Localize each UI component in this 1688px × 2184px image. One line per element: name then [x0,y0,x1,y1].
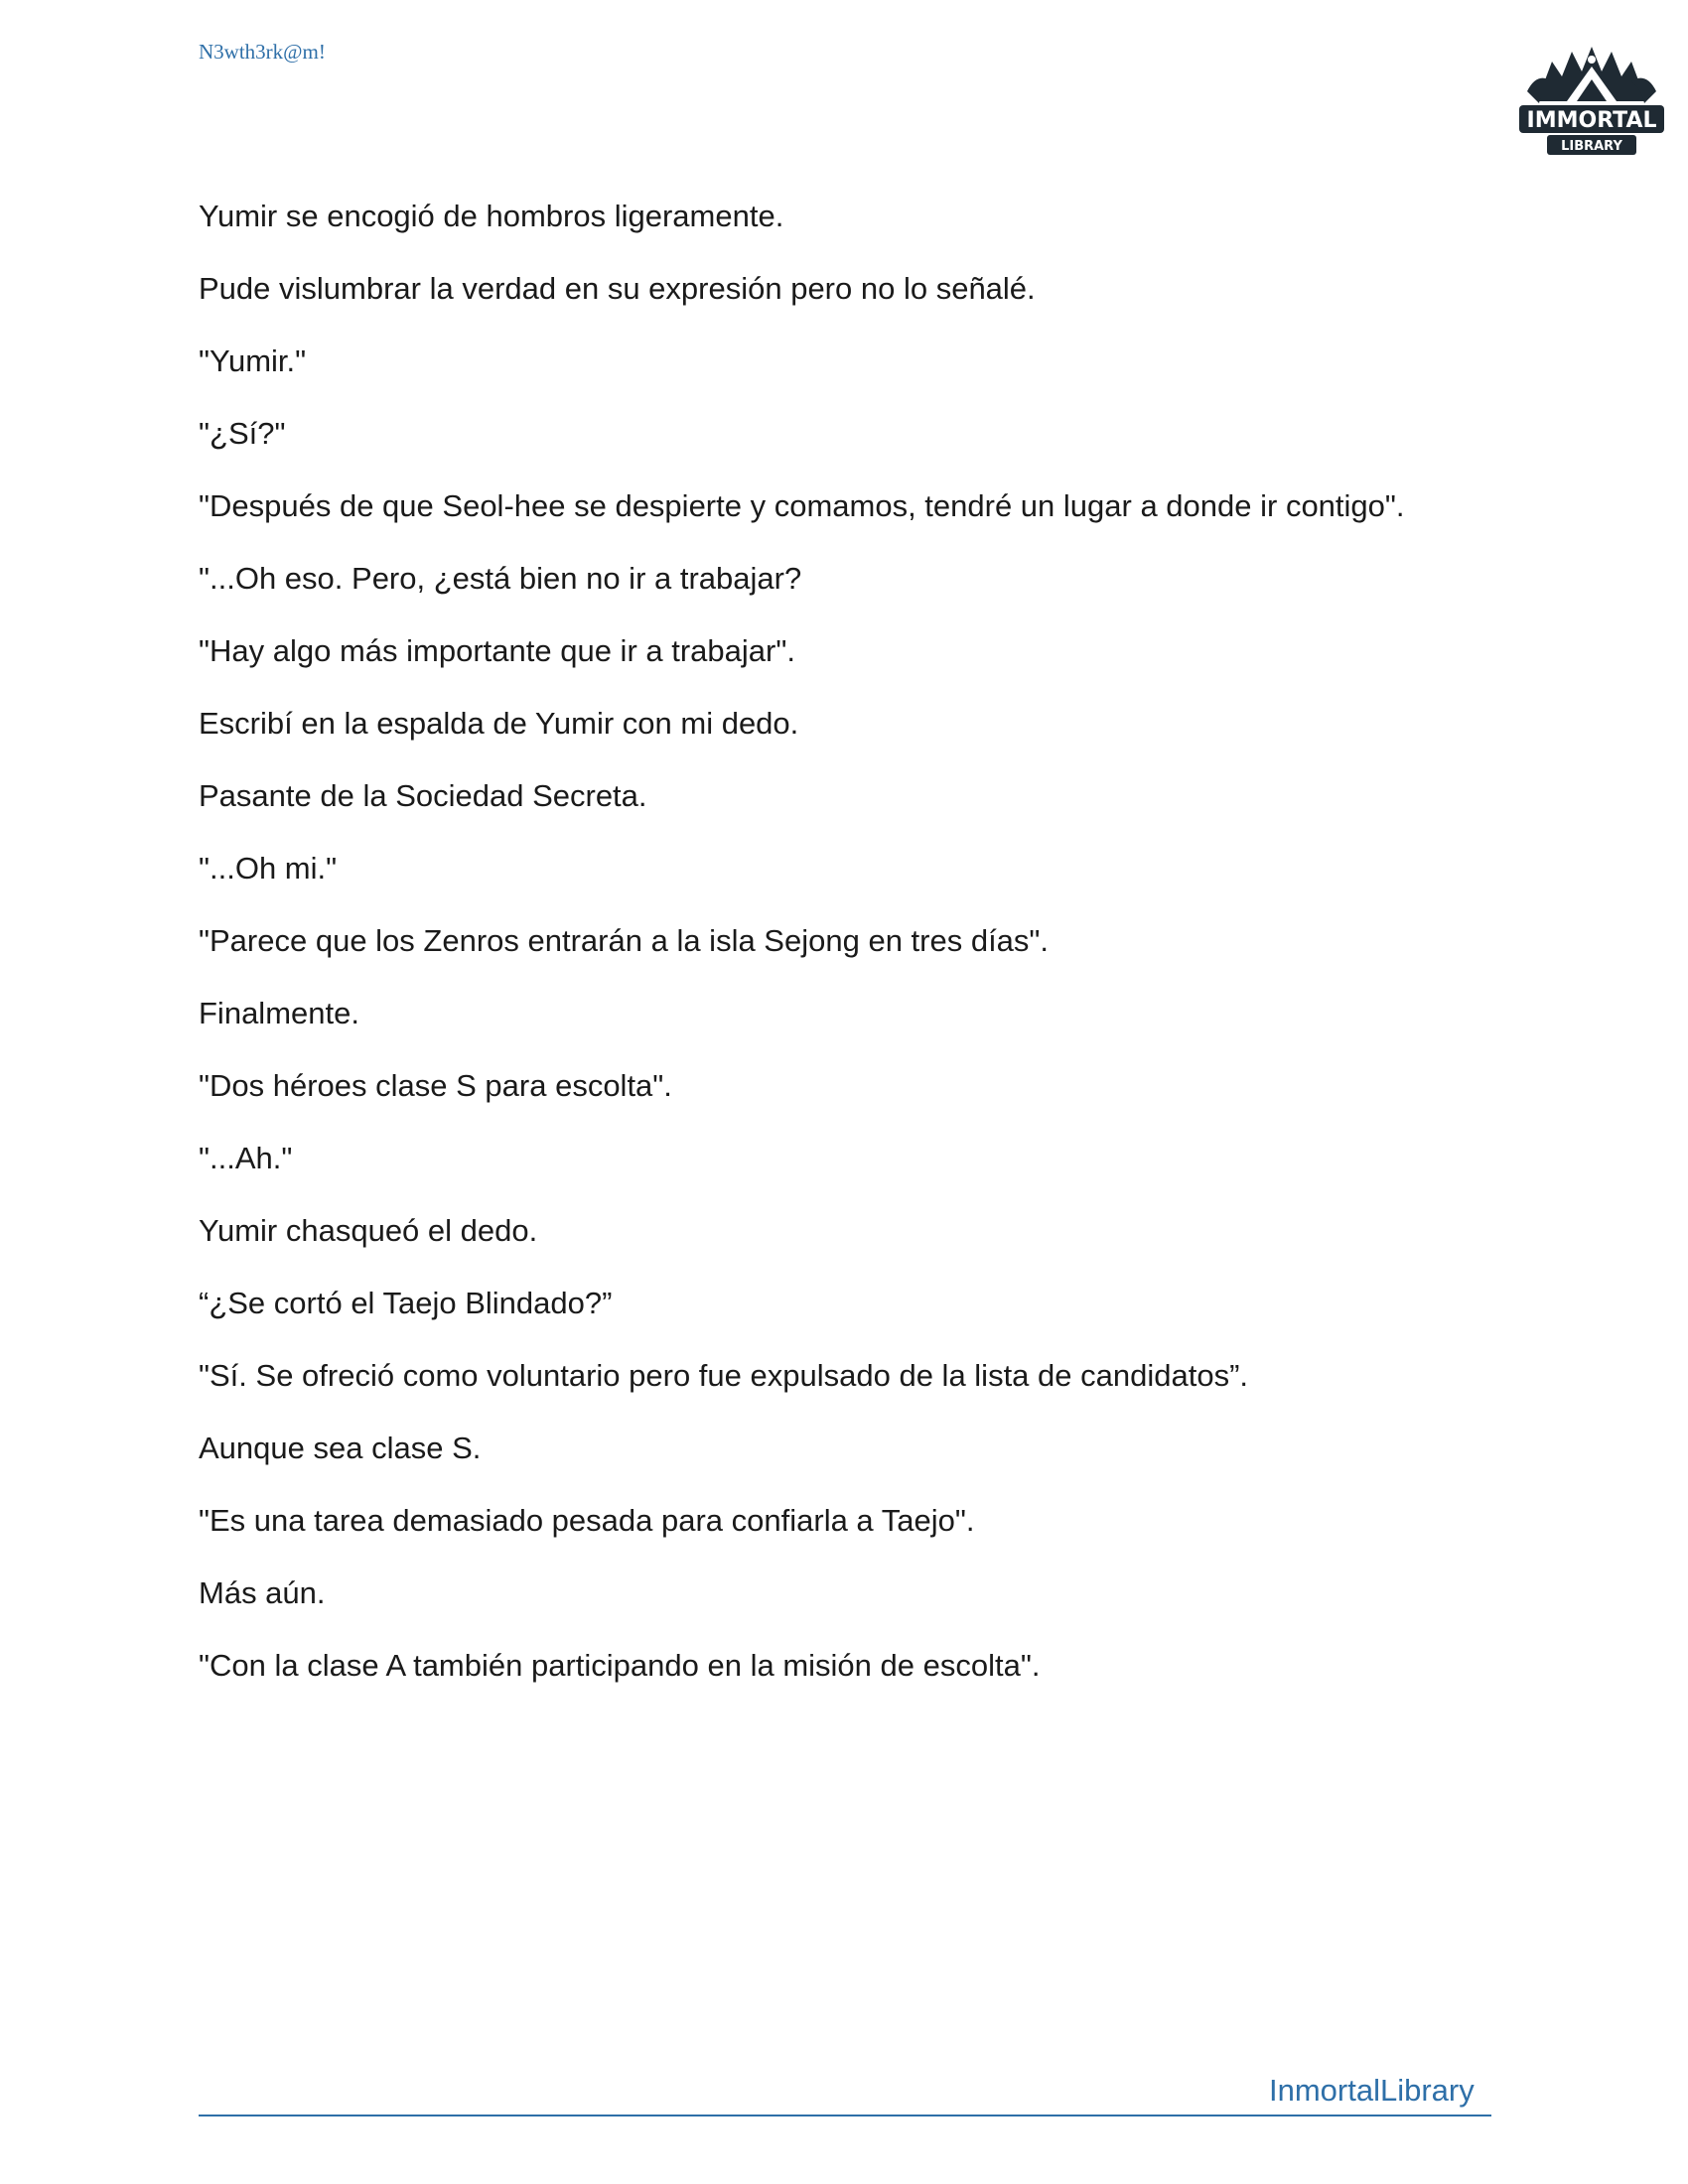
logo-line1: IMMORTAL [1526,108,1657,133]
paragraph: Pasante de la Sociedad Secreta. [199,778,647,813]
footer-link-inmortallibrary[interactable]: InmortalLibrary [1269,2073,1475,2108]
document-body [199,197,1489,1718]
paragraph: “¿Se cortó el Taejo Blindado?” [199,1286,613,1320]
paragraph: "Yumir." [199,343,307,378]
paragraph: Pude vislumbrar la verdad en su expresión pero no lo señalé. [199,271,1036,306]
paragraph: "Dos héroes clase S para escolta". [199,1068,672,1103]
paragraph: "Con la clase A también participando en la misión de escolta". [199,1648,1041,1683]
footer-divider [199,2115,1491,2116]
paragraph: "Después de que Seol-hee se despierte y comamos, tendré un lugar a donde ir contigo". [199,488,1405,523]
paragraph: "Sí. Se ofreció como voluntario pero fue expulsado de la lista de candidatos”. [199,1358,1249,1393]
paragraph: Más aún. [199,1575,326,1610]
immortal-library-logo [1517,32,1666,167]
paragraph: "...Oh mi." [199,851,338,886]
logo-line2: LIBRARY [1561,139,1622,154]
paragraph: "¿Sí?" [199,416,286,451]
paragraph: Aunque sea clase S. [199,1431,482,1465]
paragraph: Yumir se encogió de hombros ligeramente. [199,199,784,233]
paragraph: Finalmente. [199,996,359,1030]
paragraph: "Es una tarea demasiado pesada para confiarla a Taejo". [199,1503,975,1538]
paragraph: "Hay algo más importante que ir a trabajar". [199,633,795,668]
header-note: N3wth3rk@m! [199,40,326,64]
paragraph: Yumir chasqueó el dedo. [199,1213,538,1248]
paragraph: "...Oh eso. Pero, ¿está bien no ir a trabajar? [199,561,802,596]
paragraph: "...Ah." [199,1141,293,1175]
paragraph: "Parece que los Zenros entrarán a la isla Sejong en tres días". [199,923,1050,958]
paragraph: Escribí en la espalda de Yumir con mi dedo. [199,706,799,741]
logo-emblem-icon [1517,32,1666,167]
